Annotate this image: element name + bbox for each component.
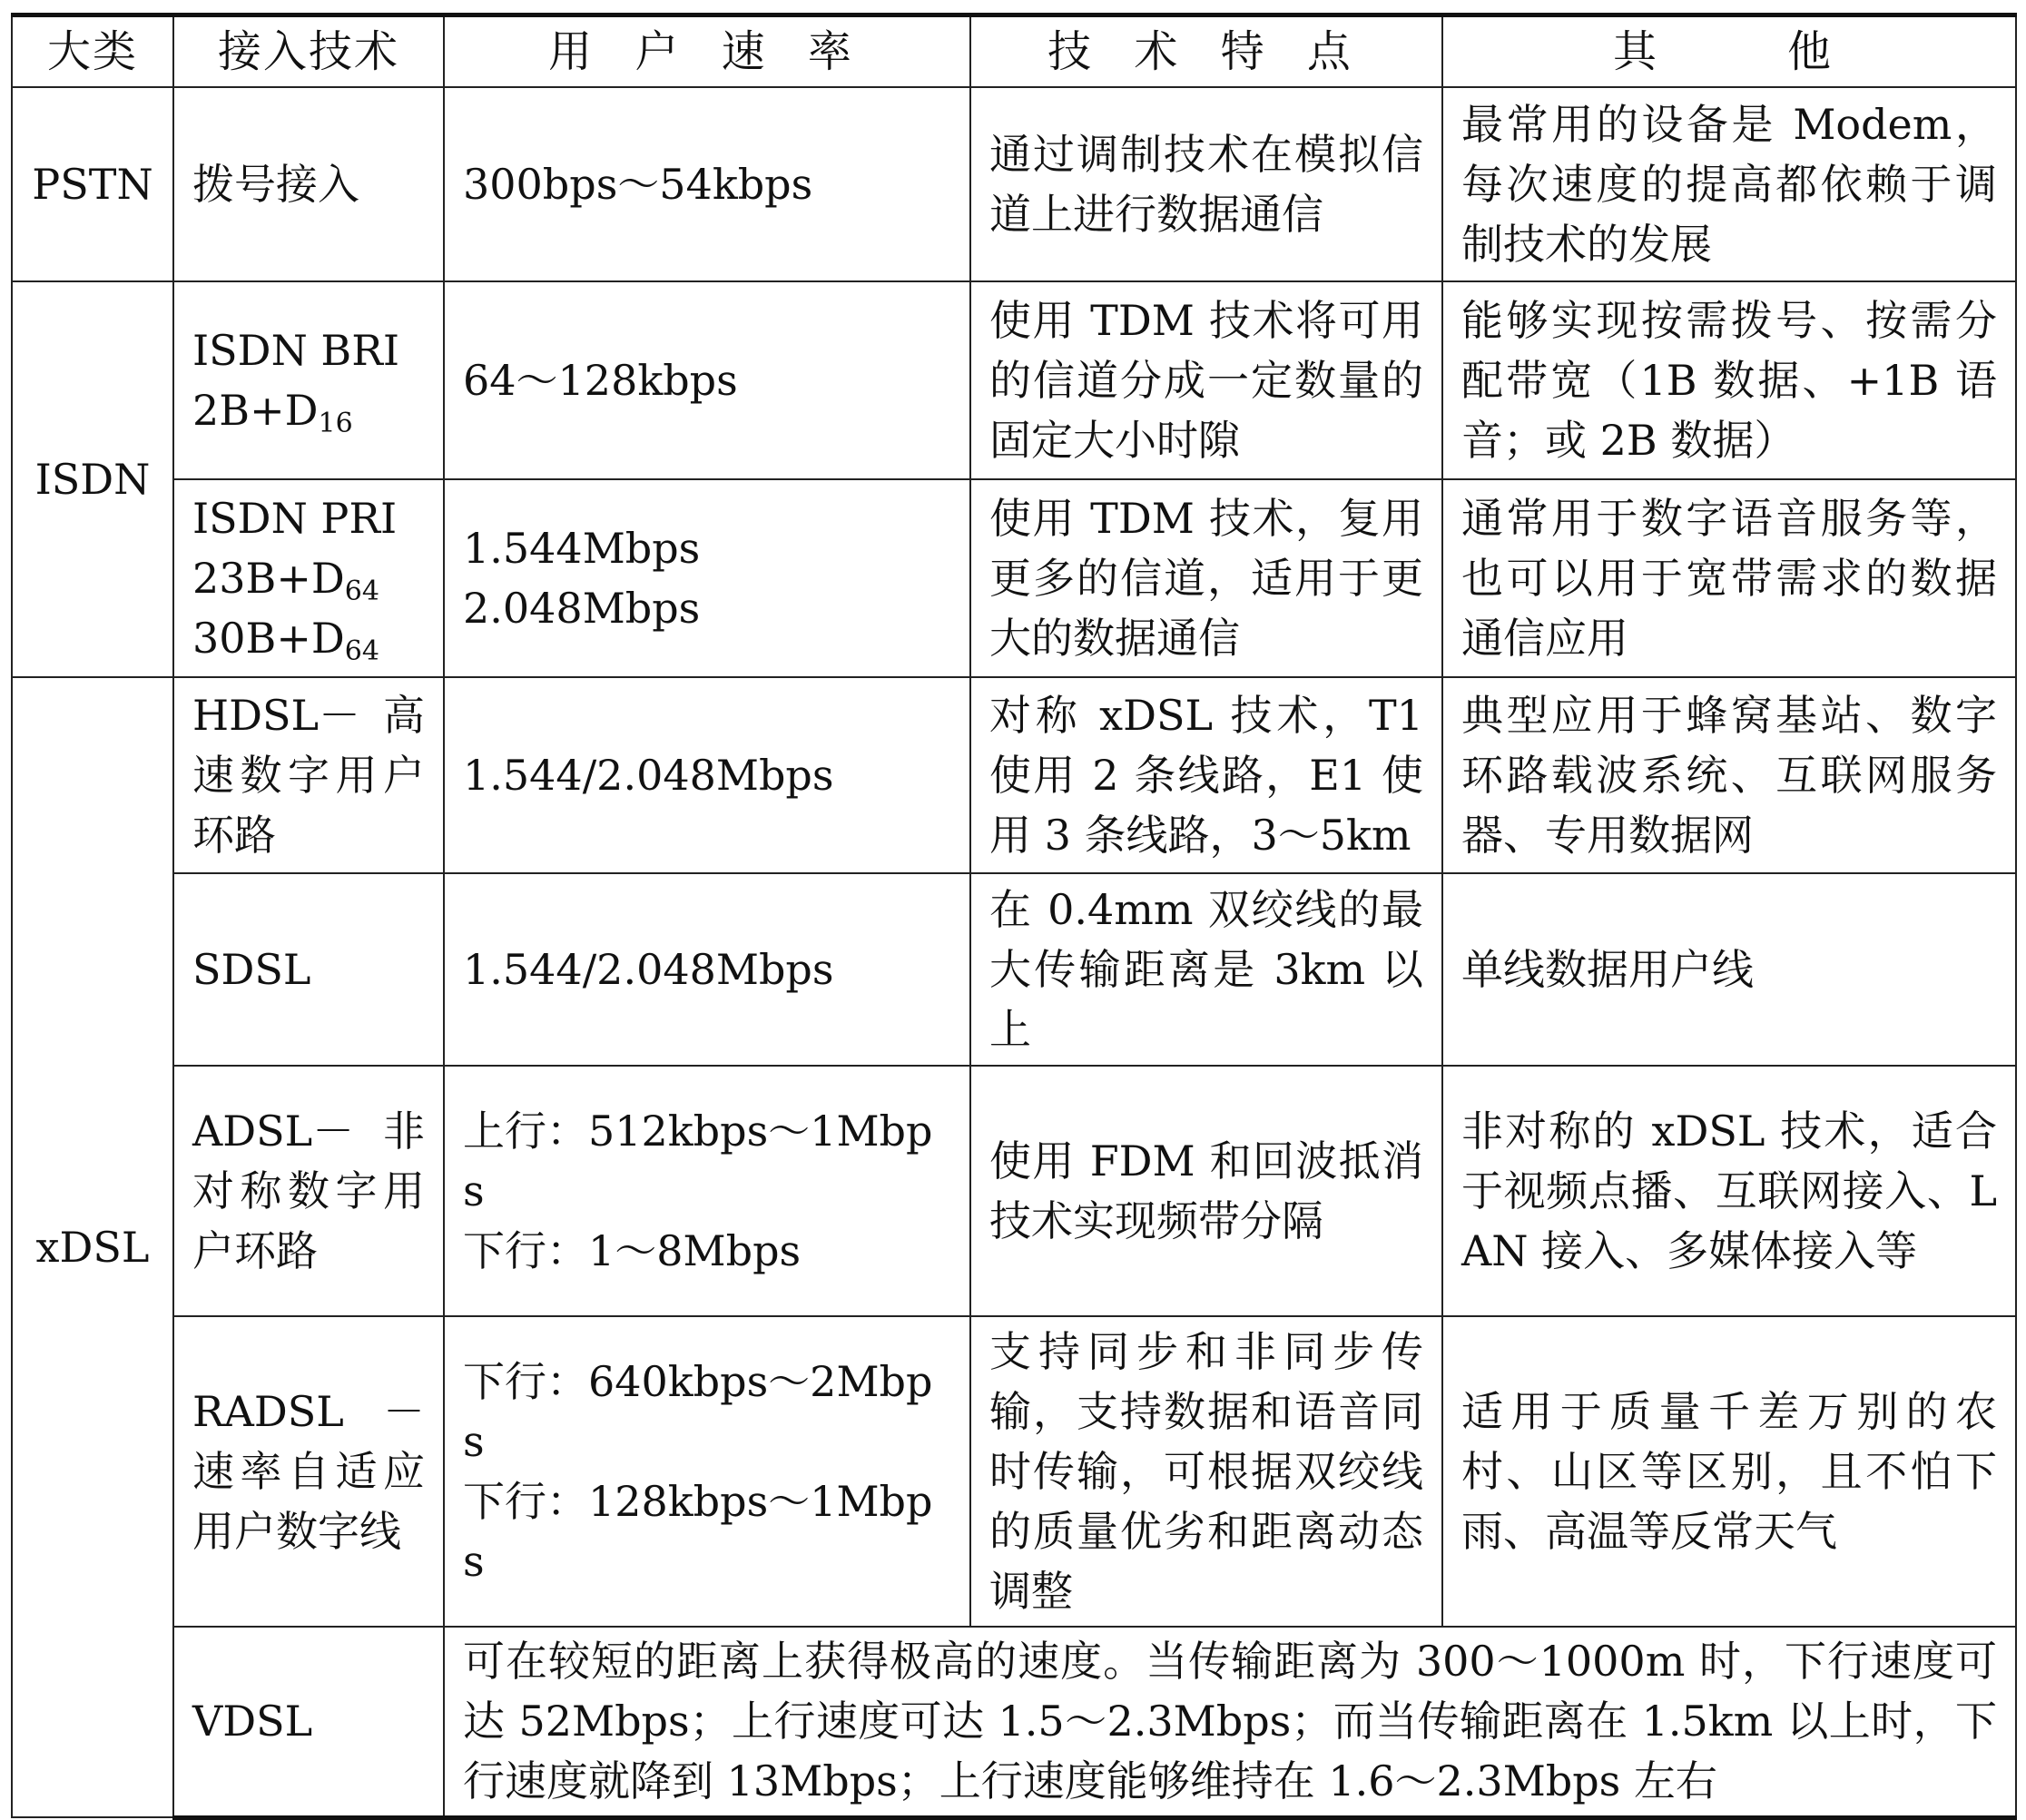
rate-cell-isdn-pri — [444, 479, 970, 677]
other-cell-isdn-pri: 通常用于数字语音服务等，也可以用于宽带需求的数据通信应用 — [1442, 479, 2016, 677]
table-row-radsl — [12, 1316, 2016, 1627]
feature-cell-pstn: 通过调制技术在模拟信道上进行数据通信 — [970, 87, 1442, 281]
table-row-adsl — [12, 1066, 2016, 1316]
other-cell-isdn-bri: 能够实现按需拨号、按需分配带宽（1B 数据、+1B 语音；或 2B 数据） — [1442, 281, 2016, 479]
header-tech-features: 技 术 特 点 — [970, 15, 1442, 88]
tech-sub-64-a: 64 — [344, 576, 379, 607]
rate-cell-sdsl: 1.544/2.048Mbps — [444, 873, 970, 1066]
category-cell-isdn: ISDN — [12, 281, 173, 677]
header-category: 大类 — [12, 15, 173, 88]
tech-line-30b-d64 — [192, 608, 425, 668]
table-row-vdsl — [12, 1627, 2016, 1817]
tech-cell-isdn-pri — [173, 479, 444, 677]
rate-line-downstream-2: 下行：128kbps～1Mbps — [463, 1477, 933, 1586]
header-other: 其 他 — [1442, 15, 2016, 88]
description-cell-vdsl: 可在较短的距离上获得极高的速度。当传输距离为 300～1000m 时，下行速度可达 52Mbps；上行速度可达 1.5～2.3Mbps；而当传输距离在 1.5km 以上时，下行速度就降到 13Mbps；上行速度能够维持在 1.6～2.3Mbps 左右 — [444, 1627, 2016, 1817]
feature-cell-hdsl: 对称 xDSL 技术，T1 使用 2 条线路，E1 使用 3 条线路，3～5km — [970, 677, 1442, 873]
tech-line-2b-d16 — [192, 380, 425, 440]
rate-cell-hdsl: 1.544/2.048Mbps — [444, 677, 970, 873]
rate-line-2048: 2.048Mbps — [463, 584, 701, 633]
tech-cell-sdsl: SDSL — [173, 873, 444, 1066]
category-cell-xdsl: xDSL — [12, 677, 173, 1817]
rate-cell-pstn: 300bps～54kbps — [444, 87, 970, 281]
other-cell-pstn: 最常用的设备是 Modem，每次速度的提高都依赖于调制技术的发展 — [1442, 87, 2016, 281]
feature-cell-sdsl: 在 0.4mm 双绞线的最大传输距离是 3km 以上 — [970, 873, 1442, 1066]
other-cell-radsl: 适用于质量千差万别的农村、山区等区别，且不怕下雨、高温等反常天气 — [1442, 1316, 2016, 1627]
table-row-pstn — [12, 87, 2016, 281]
tech-cell-pstn: 拨号接入 — [173, 87, 444, 281]
feature-cell-radsl: 支持同步和非同步传输，支持数据和语音同时传输，可根据双绞线的质量优劣和距离动态调整 — [970, 1316, 1442, 1627]
other-cell-adsl: 非对称的 xDSL 技术，适合于视频点播、互联网接入、LAN 接入、多媒体接入等 — [1442, 1066, 2016, 1316]
table-row-isdn-bri — [12, 281, 2016, 479]
rate-line-1544: 1.544Mbps — [463, 524, 701, 573]
tech-cell-radsl: RADSL －速率自适应用户数字线 — [173, 1316, 444, 1627]
category-cell-pstn: PSTN — [12, 87, 173, 281]
access-technology-table — [11, 13, 2017, 1820]
tech-main-2b-d: 2B+D — [192, 386, 319, 435]
tech-line-isdn-bri: ISDN BRI — [192, 326, 400, 375]
tech-sub-16: 16 — [318, 408, 353, 439]
feature-cell-isdn-bri: 使用 TDM 技术将可用的信道分成一定数量的固定大小时隙 — [970, 281, 1442, 479]
tech-main-23b-d: 23B+D — [192, 554, 345, 603]
tech-line-isdn-pri: ISDN PRI — [192, 494, 398, 543]
feature-cell-isdn-pri: 使用 TDM 技术，复用更多的信道，适用于更大的数据通信 — [970, 479, 1442, 677]
rate-line-downstream-1: 下行：640kbps～2Mbps — [463, 1357, 933, 1466]
table-header-row — [12, 15, 2016, 88]
tech-cell-hdsl: HDSL－高速数字用户环路 — [173, 677, 444, 873]
rate-cell-radsl — [444, 1316, 970, 1627]
tech-cell-vdsl: VDSL — [173, 1627, 444, 1817]
tech-cell-isdn-bri — [173, 281, 444, 479]
table-row-sdsl — [12, 873, 2016, 1066]
table-row-isdn-pri — [12, 479, 2016, 677]
rate-line-downstream: 下行：1～8Mbps — [463, 1226, 802, 1275]
other-cell-hdsl: 典型应用于蜂窝基站、数字环路载波系统、互联网服务器、专用数据网 — [1442, 677, 2016, 873]
header-access-tech: 接入技术 — [173, 15, 444, 88]
rate-cell-isdn-bri: 64～128kbps — [444, 281, 970, 479]
tech-sub-64-b: 64 — [344, 635, 379, 667]
table-row-hdsl — [12, 677, 2016, 873]
feature-cell-adsl: 使用 FDM 和回波抵消技术实现频带分隔 — [970, 1066, 1442, 1316]
tech-line-23b-d64 — [192, 548, 425, 608]
tech-cell-adsl: ADSL－非对称数字用户环路 — [173, 1066, 444, 1316]
header-user-rate: 用 户 速 率 — [444, 15, 970, 88]
rate-line-upstream: 上行：512kbps～1Mbps — [463, 1107, 933, 1215]
other-cell-sdsl: 单线数据用户线 — [1442, 873, 2016, 1066]
tech-main-30b-d: 30B+D — [192, 614, 345, 663]
rate-cell-adsl — [444, 1066, 970, 1316]
